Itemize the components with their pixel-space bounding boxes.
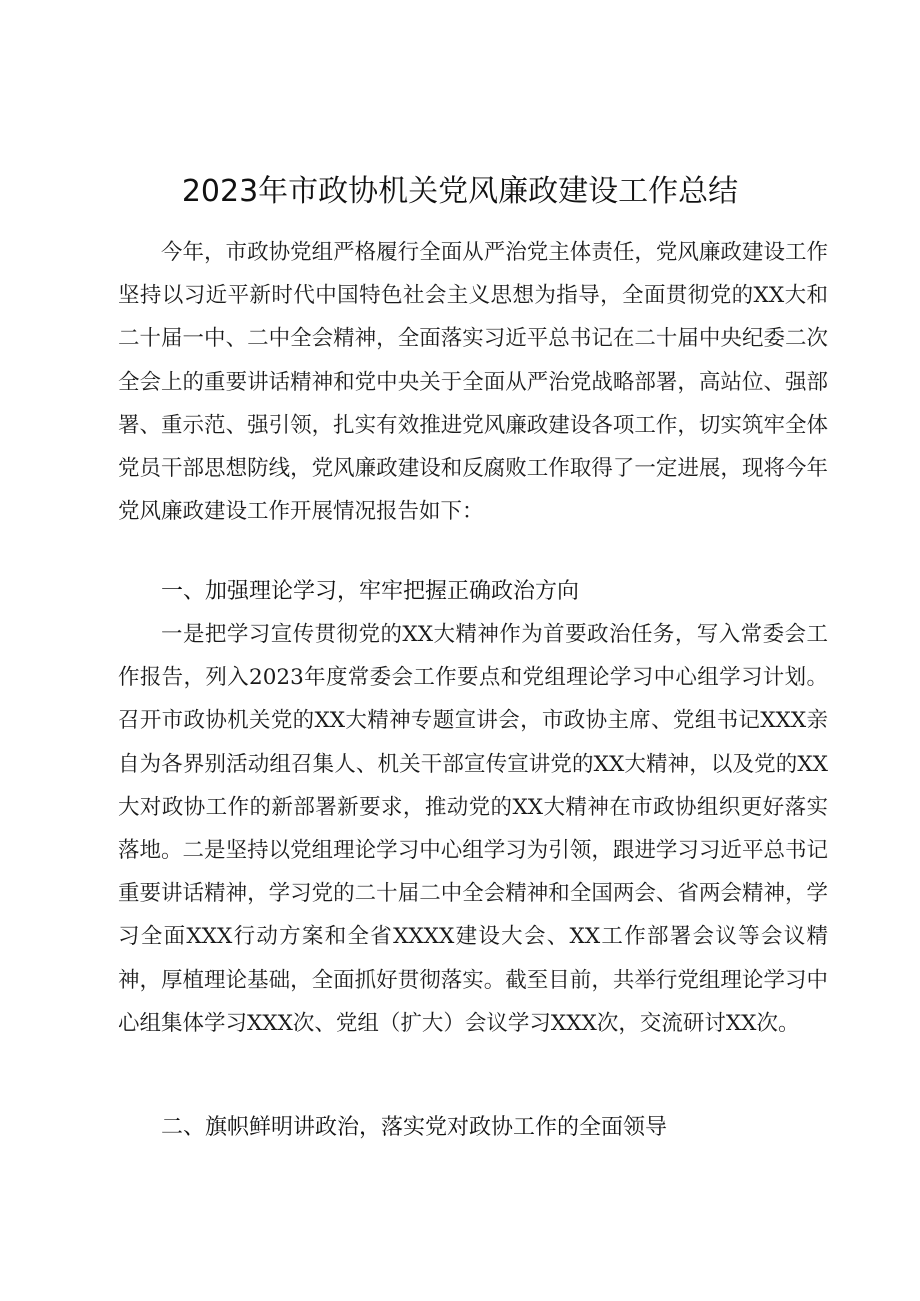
intro-paragraph: 今年，市政协党组严格履行全面从严治党主体责任，党风廉政建设工作坚持以习近平新时代中国特色社会主义思想为指导，全面贯彻党的XX大和二十届一中、二中全会精神，全面落实习近平总书记在二十届中央纪委二次全会上的重要讲话精神和党中央关于全面从严治党战略部署，高站位、强部署、重示范、强引领，扎实有效推进党风廉政建设各项工作，切实筑牢全体党员干部思想防线，党风廉政建设和反腐败工作取得了一定进展，现将今年党风廉政建设工作开展情况报告如下： [118,240,828,525]
document-title: 2023年市政协机关党风廉政建设工作总结 [181,174,739,209]
section-1-paragraph: 一是把学习宣传贯彻党的XX大精神作为首要政治任务，写入常委会工作报告，列入2023年度常委会工作要点和党组理论学习中心组学习计划。召开市政协机关党的XX大精神专题宣讲会，市政协主席、党组书记XXX亲自为各界别活动组召集人、机关干部宣传宣讲党的XX大精神，以及党的XX大对政协工作的新部署新要求，推动党的XX大精神在市政协组织更好落实落地。二是坚持以党组理论学习中心组学习为引领，跟进学习习近平总书记重要讲话精神，学习党的二十届二中全会精神和全国两会、省两会精神，学习全面XXX行动方案和全省XXXX建设大会、XX工作部署会议等会议精神，厚植理论基础，全面抓好贯彻落实。截至目前，共举行党组理论学习中心组集体学习XXX次、党组（扩大）会议学习XXX次，交流研讨XX次。 [118,622,828,1036]
section-2-heading: 二、旗帜鲜明讲政治，落实党对政协工作的全面领导 [161,1115,668,1140]
section-1-heading: 一、加强理论学习，牢牢把握正确政治方向 [161,579,580,604]
